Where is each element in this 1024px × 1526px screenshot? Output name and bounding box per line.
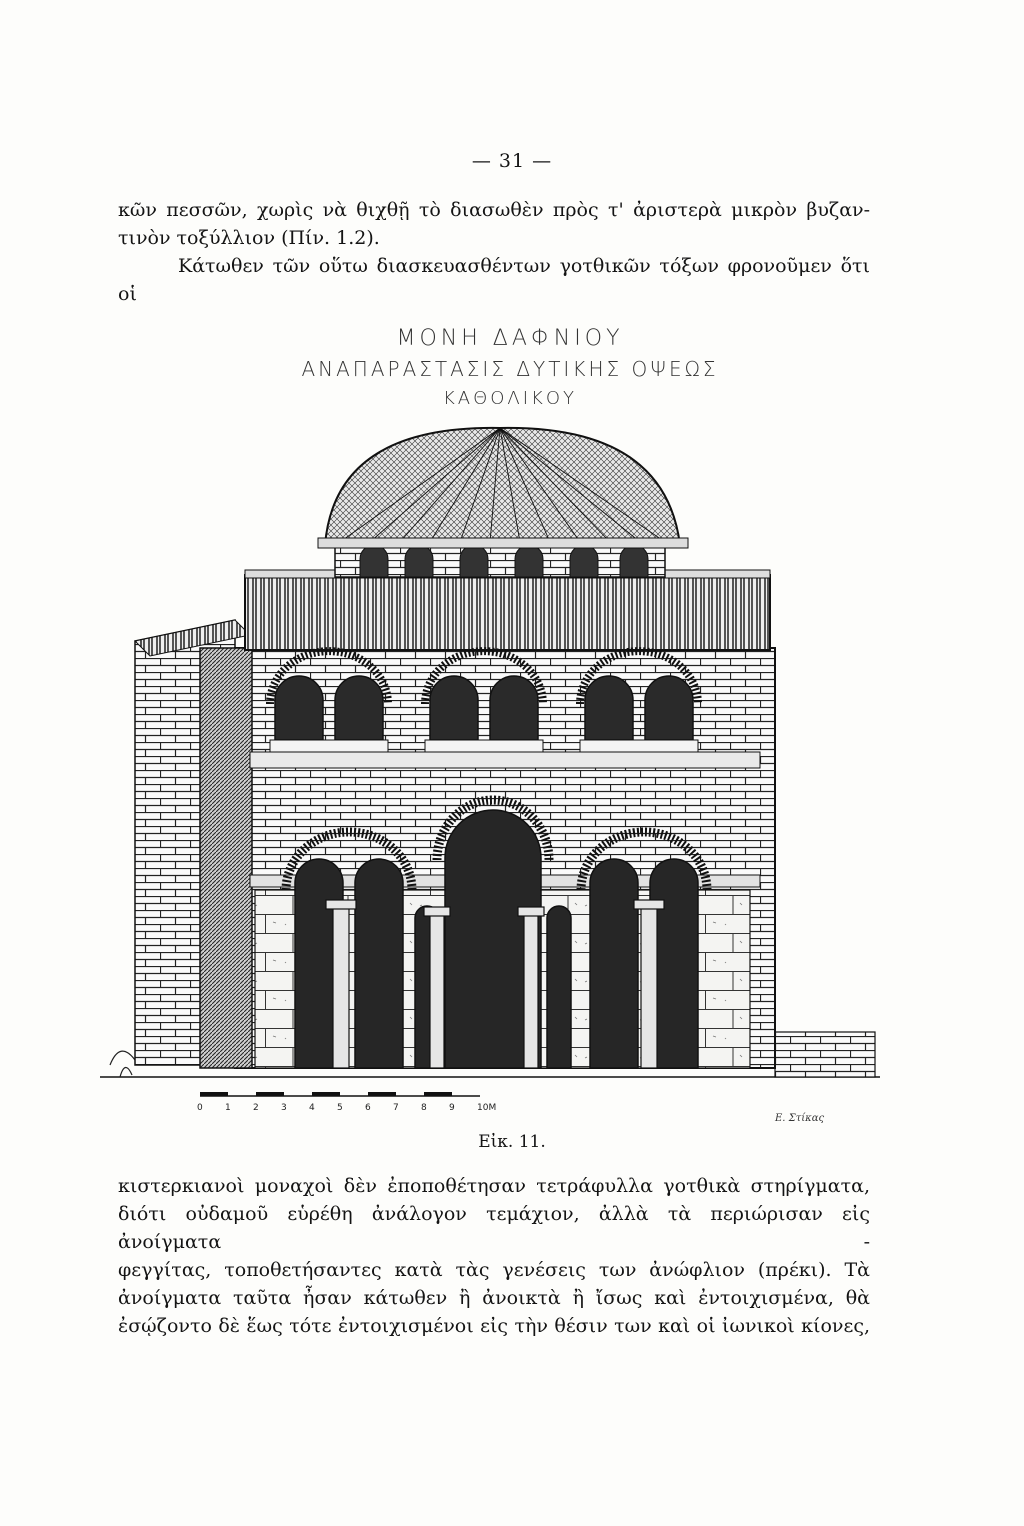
text-line: κιστερκιανοὶ μοναχοὶ δὲν ἐποποθέτησαν τετράφυλλα γοτθικὰ στηρίγματα, [118, 1175, 870, 1197]
text-line: τινὸν τοξύλλιον (Πίν. 1.2). [118, 227, 380, 249]
scale-tick-label: 0 [197, 1103, 203, 1113]
figure-caption: Εἰκ. 11. [478, 1132, 546, 1152]
scale-tick-label: 6 [365, 1103, 371, 1113]
dome-drum [335, 545, 665, 577]
scale-tick-label: 8 [421, 1103, 427, 1113]
top-paragraph [118, 196, 870, 308]
text-line: ἐσῴζοντο δὲ ἕως τότε ἐντοιχισμένοι εἰς τὴν θέσιν των καὶ οἱ ἰωνικοὶ κίονες, [118, 1315, 870, 1337]
dome [318, 428, 688, 548]
scale-tick-label: 1 [225, 1103, 231, 1113]
scale-tick-label: 3 [281, 1103, 287, 1113]
church-elevation-drawing [100, 420, 900, 1140]
text-line: ἀνοίγματα ταῦτα ἦσαν κάτωθεν ἢ ἀνοικτὰ ἢ ἴσως καὶ ἐντοιχισμένα, θὰ [118, 1287, 870, 1309]
text-line: Κάτωθεν τῶν οὕτω διασκευασθέντων γοτθικῶν τόξων φρονοῦμεν ὅτι οἱ [118, 255, 870, 305]
scale-tick-label: 2 [253, 1103, 259, 1113]
figure-title [230, 324, 790, 414]
text-line: φεγγίτας, τοποθετήσαντες κατὰ τὰς γενέσεις των ἀνώφλιον (πρέκι). Τὰ [118, 1259, 870, 1281]
figure-title-line: ΚΑΘΟΛΙΚΟΥ [442, 388, 578, 409]
right-low-wall [775, 1032, 875, 1077]
figure-title-line: ΜΟΝΗ ΔΑΦΝΙΟΥ [396, 326, 624, 351]
artist-signature: Ε. Στίκας [775, 1113, 825, 1124]
scale-bar [200, 1092, 480, 1096]
scale-tick-label: 5 [337, 1103, 343, 1113]
page-number: — 31 — [471, 150, 553, 172]
scale-tick-label: 10M [477, 1103, 497, 1113]
text-line: διότι οὐδαμοῦ εὑρέθη ἀνάλογον τεμάχιον, ἀλλὰ τὰ περιώρισαν εἰς ἀνοίγματα - [118, 1203, 870, 1253]
scale-tick-label: 9 [449, 1103, 455, 1113]
tiled-roof [245, 570, 770, 650]
upper-window-sills [270, 740, 698, 752]
text-line: κῶν πεσσῶν, χωρὶς νὰ θιχθῇ τὸ διασωθὲν πρὸς τ' ἀριστερὰ μικρὸν βυζαν- [118, 199, 870, 221]
scale-tick-label: 7 [393, 1103, 399, 1113]
figure-title-line: ΑΝΑΠΑΡΑΣΤΑΣΙΣ ΔΥΤΙΚΗΣ ΟΨΕΩΣ [301, 357, 719, 381]
bottom-paragraph [118, 1172, 870, 1340]
scale-tick-label: 4 [309, 1103, 315, 1113]
